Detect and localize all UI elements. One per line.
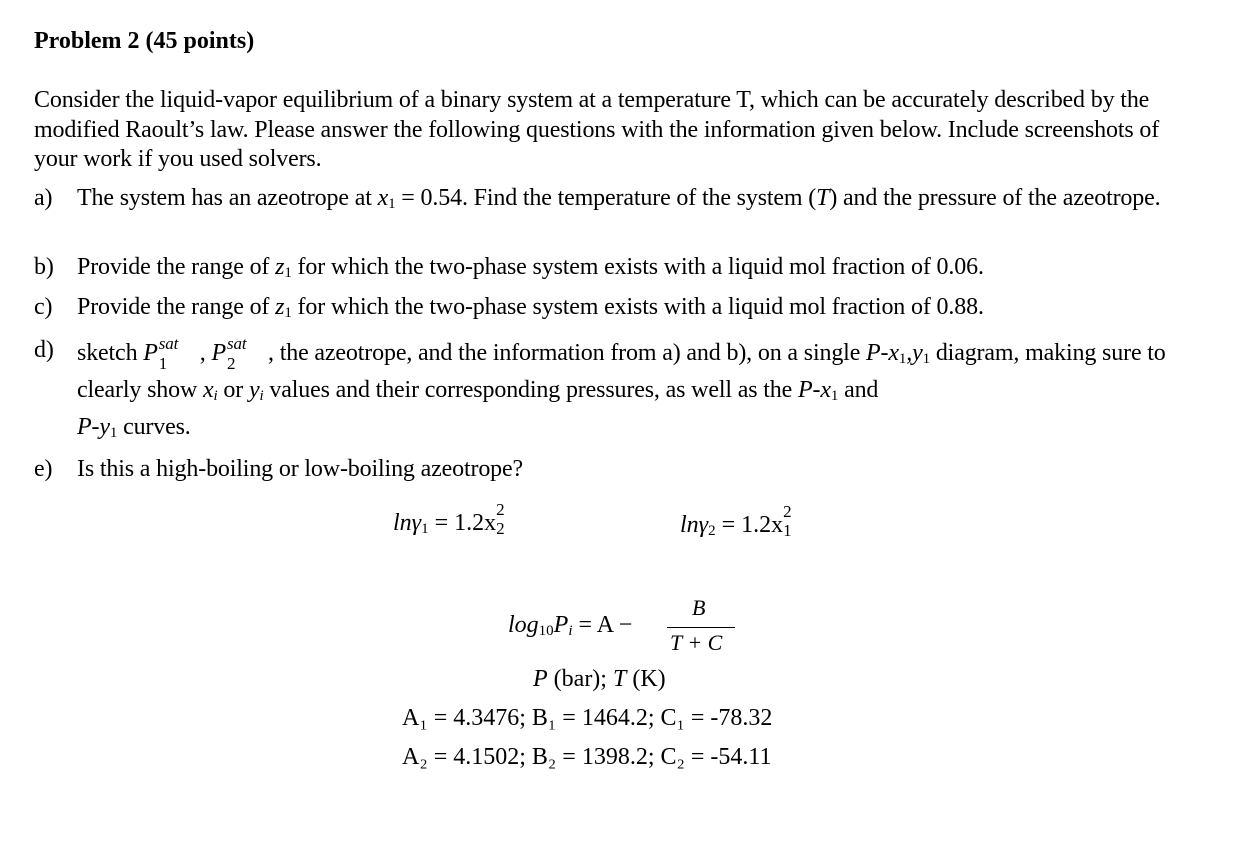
question-label: a) [34, 185, 53, 211]
antoine-equation: $\log_{10}P_i = A$ − [508, 612, 633, 639]
units-line: P (bar); T (K) [533, 666, 666, 692]
activity-equation-1: lnγ$_1$ = 1.2x 2 2 [393, 500, 505, 538]
fraction-bar [667, 627, 735, 628]
question-label: d) [34, 337, 54, 363]
antoine-numerator: B [692, 595, 706, 620]
question-label: b) [34, 254, 54, 280]
problem-intro: Consider the liquid-vapor equilibrium of a binary system at a temperature T, which can be accurately described by the modified Raoult’s law. Please answer the following questions with the information given below. Include screenshots of your work if you used solvers. [34, 87, 1160, 172]
question-text: The system has an azeotrope at $x_1 = 0.54$. Find the temperature of the system (T) and the pressure of the azeotrope. [77, 185, 1161, 212]
question-text: Provide the range of $z_1$ for which the two-phase system exists with a liquid mol fraction of 0.06. [77, 254, 984, 281]
question-label: e) [34, 456, 53, 482]
antoine-denominator: T + C [670, 630, 723, 655]
question-text: Provide the range of $z_1$ for which the two-phase system exists with a liquid mol fraction of 0.88. [77, 294, 984, 321]
question-text: sketch P sat 1 , P sat 2 , the azeotrope, and the information from a) and b), on a single $P-x_1,y_1$ diagram, making sure to clearly show $x_i$ or $y_i$ values and their corresponding pressures, as well as the $P-x_1$ and $P-y_1$ curves. [77, 334, 1166, 441]
activity-equation-2: lnγ$_2$ = 1.2x 2 1 [680, 502, 792, 540]
question-label: c) [34, 294, 53, 320]
antoine-constants-1: A₁ = 4.3476; B₁ = 1464.2; C₁ = -78.32 [402, 705, 773, 731]
antoine-constants-2: A₂ = 4.1502; B₂ = 1398.2; C₂ = -54.11 [402, 744, 772, 770]
problem-title: Problem 2 (45 points) [34, 28, 255, 54]
question-text: Is this a high-boiling or low-boiling azeotrope? [77, 456, 524, 482]
